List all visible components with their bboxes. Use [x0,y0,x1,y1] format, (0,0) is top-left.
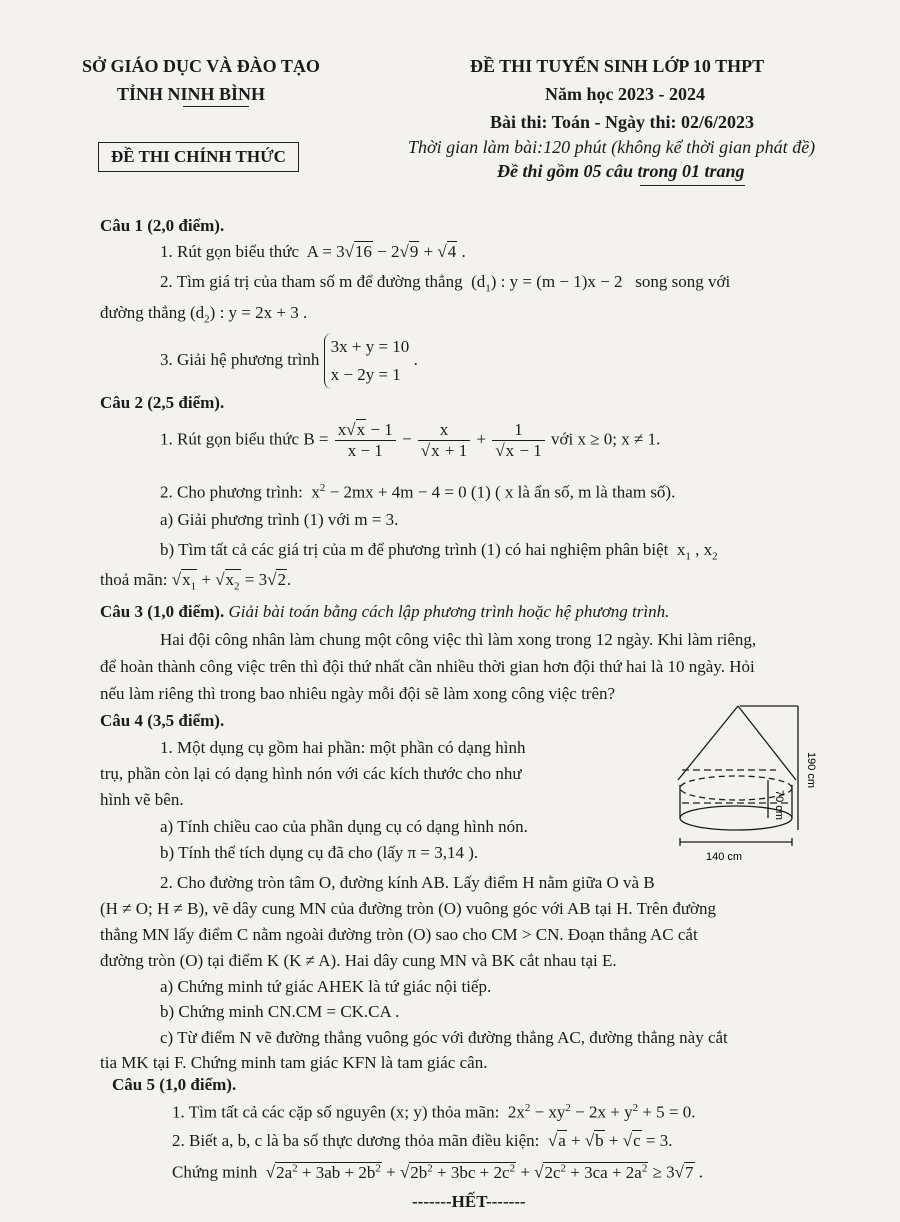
q4-part2-c-line1: c) Từ điểm N vẽ đường thẳng vuông góc với đường thẳng AC, đường thẳng này cắt [160,1028,728,1047]
q4-title: Câu 4 (3,5 điểm). [100,711,225,730]
label-cylinder-height: 70 cm [773,790,785,820]
cone-cylinder-figure [670,700,820,868]
q5-part3: Chứng minh $√2a^2 + 3ab + 2b^2 + √2b^2 + 3bc + 2c^2 + √2c^2 + 3ca + 2a^2 \ge 3√7$ . [172,1162,704,1182]
exam-subject-date: Bài thi: Toán - Ngày thi: 02/6/2023 [490,112,755,132]
q3-line2: để hoàn thành công việc trên thì đội thứ nhất cần nhiều thời gian hơn đội thứ hai là 10 ngày. Hỏi [100,657,755,676]
page-bottom-edge [0,1212,900,1222]
exam-title: ĐỀ THI TUYỂN SINH LỚP 10 THPT [470,56,765,76]
header-underline [183,106,249,107]
q5-part2: 2. Biết a, b, c là ba số thực dương thỏa mãn điều kiện: √a + √b + √c = 3. [172,1131,673,1150]
cone-left-edge [678,706,738,780]
q4-part-a: a) Tính chiều cao của phần dụng cụ có dạng hình nón. [160,817,528,836]
q2-part1: 1. Rút gọn biểu thức B = $\frac{x√x - 1}{x - 1}$ − $\frac{x}{√x + 1}$ + $\frac{1}{√x - 1}$ với x ≥ 0; x ≠ 1. [160,420,661,460]
q2-part-a: a) Giải phương trình (1) với m = 3. [160,510,399,529]
q1-part2: 2. Tìm giá trị của tham số m để đường thẳng $(d_1)$ : y = (m − 1)x − 2 song song với [160,272,731,295]
end-marker: -------HẾT------- [412,1192,526,1211]
q5-title: Câu 5 (1,0 điểm). [112,1075,237,1094]
q3-line1: Hai đội công nhân làm chung một công việc thì làm xong trong 12 ngày. Khi làm riêng, [160,630,757,649]
official-exam-box: ĐỀ THI CHÍNH THỨC [98,142,299,172]
q2-part-b: b) Tìm tất cả các giá trị của m để phương trình (1) có hai nghiệm phân biệt $x_1$ , $x_2$ [160,540,718,563]
q4-part2-line1: 2. Cho đường tròn tâm O, đường kính AB. Lấy điểm H nằm giữa O và B [160,873,655,892]
label-total-height: 190 cm [805,752,817,789]
q1-title: Câu 1 (2,0 điểm). [100,216,225,235]
q4-part2-line3: thẳng MN lấy điểm C nằm ngoài đường tròn (O) sao cho CM > CN. Đoạn thẳng AC cắt [100,925,698,944]
exam-page-count: Đề thi gồm 05 câu trong 01 trang [497,161,745,181]
q2-part2: 2. Cho phương trình: $x^2 - 2mx + 4m - 4 = 0$ (1) ( x là ẩn số, m là tham số). [160,482,676,502]
cone-right-edge [738,706,796,780]
department-name: SỞ GIÁO DỤC VÀ ĐÀO TẠO [82,56,320,76]
label-diameter: 140 cm [706,851,743,863]
q1-part3: 3. Giải hệ phương trình 3x + y = 10 x − 2y = 1 . [160,333,418,389]
province-name: TỈNH NINH BÌNH [117,84,266,104]
q4-part1-line2: trụ, phần còn lại có dạng hình nón với các kích thước cho như [100,764,522,783]
q2-part-b-line2: thoả mãn: $√x_1 + √x_2 = 3√2$. [100,570,292,593]
q4-part-b: b) Tính thể tích dụng cụ đã cho (lấy π = 3,14 ). [160,843,479,862]
q3-line3: nếu làm riêng thì trong bao nhiêu ngày mỗi đội sẽ làm xong công việc trên? [100,684,616,703]
q5-part1: 1. Tìm tất cả các cặp số nguyên (x; y) thỏa mãn: $2x^2 - xy^2 - 2x + y^2 + 5 = 0$. [172,1102,696,1122]
q1-part2-line2: đường thẳng $(d_2)$ : y = 2x + 3 . [100,303,308,326]
q4-part2-line2: (H ≠ O; H ≠ B), vẽ dây cung MN của đường tròn (O) vuông góc với AB tại H. Trên đường [100,899,717,918]
q2-title: Câu 2 (2,5 điểm). [100,393,225,412]
header-underline-right [640,185,745,186]
exam-duration: Thời gian làm bài:120 phút (không kể thời gian phát đề) [408,137,816,157]
q4-part1-line1: 1. Một dụng cụ gồm hai phần: một phần có dạng hình [160,738,526,757]
q1-part1: 1. Rút gọn biểu thức A = 3√16 − 2√9 + √4 . [160,242,466,261]
q4-part2-a: a) Chứng minh tứ giác AHEK là tứ giác nội tiếp. [160,977,492,996]
equation-system: 3x + y = 10 x − 2y = 1 [324,333,410,389]
q4-part2-c-line2: tia MK tại F. Chứng minh tam giác KFN là tam giác cân. [100,1053,488,1072]
q3-header: Câu 3 (1,0 điểm). Giải bài toán bằng cách lập phương trình hoặc hệ phương trình. [100,602,670,621]
q4-part1-line3: hình vẽ bên. [100,790,184,809]
school-year: Năm học 2023 - 2024 [545,84,705,104]
q4-part2-b: b) Chứng minh CN.CM = CK.CA . [160,1002,400,1021]
q4-part2-line4: đường tròn (O) tại điểm K (K ≠ A). Hai dây cung MN và BK cắt nhau tại E. [100,951,617,970]
